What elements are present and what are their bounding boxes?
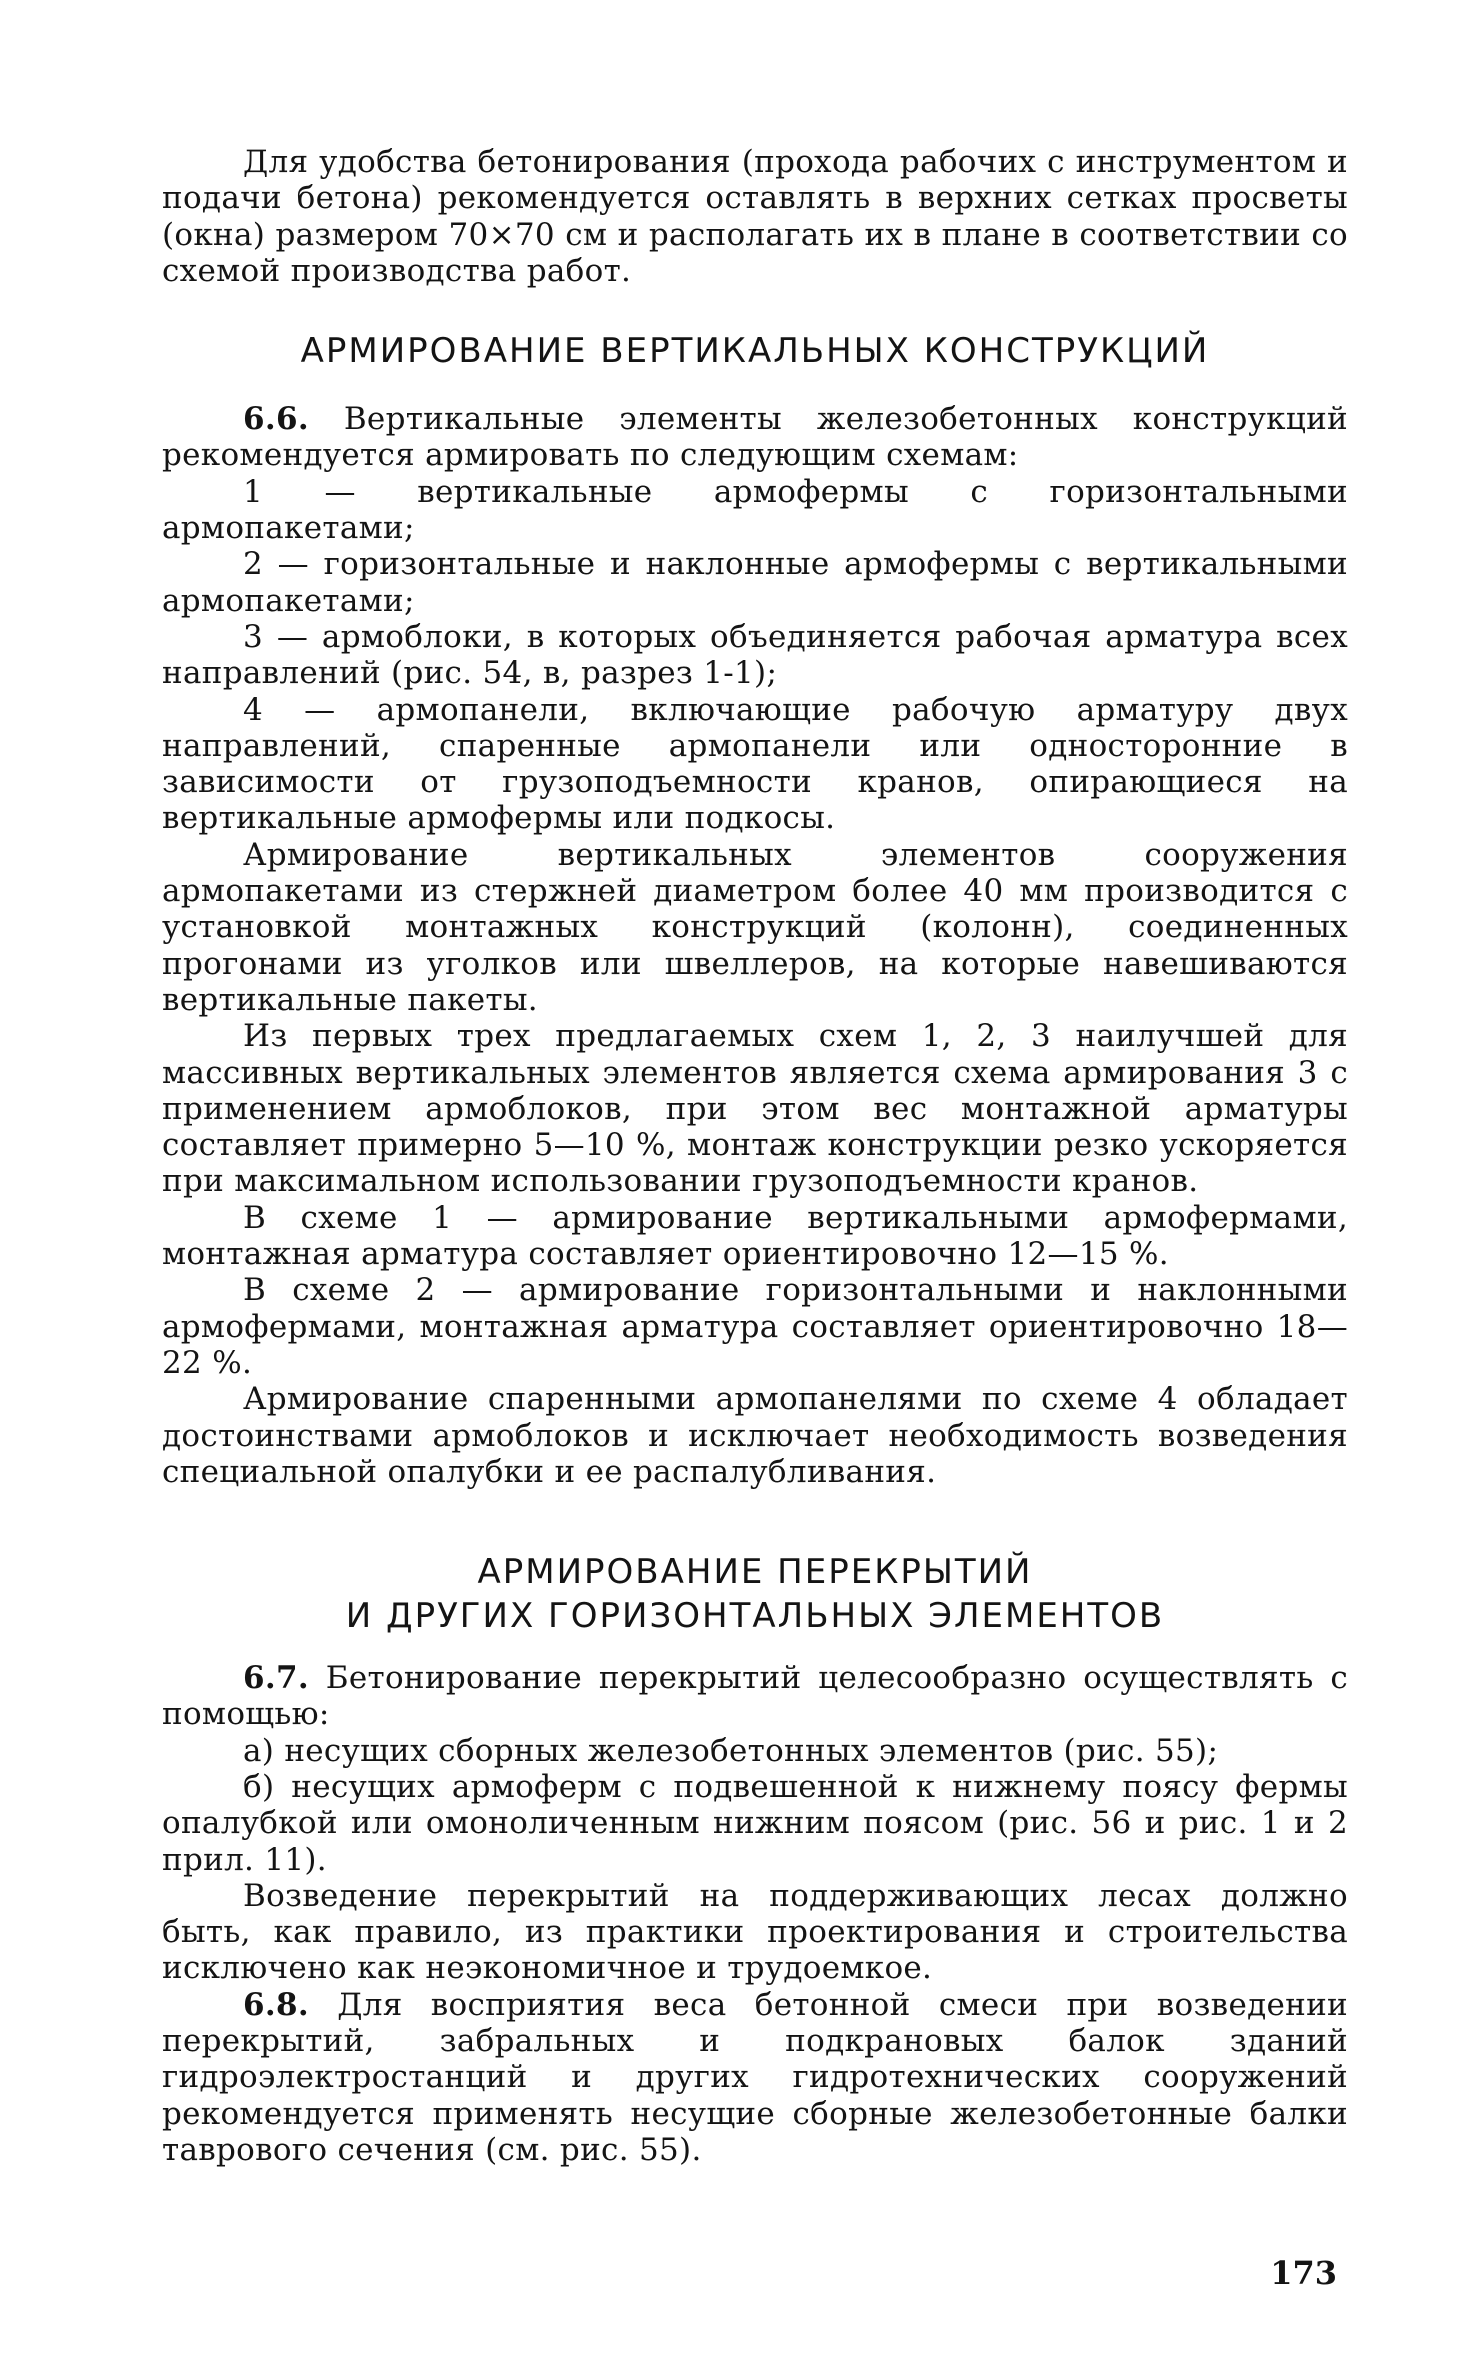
scheme-item-4: 4 — армопанели, включающие рабочую арматуру двух направлений, спаренные армопанели или односторонние в зависимости от грузоподъемности кранов, опирающиеся на вертикальные армофермы или подкосы.: [162, 691, 1348, 837]
paragraph-vertical-elements: Армирование вертикальных элементов сооружения армопакетами из стержней диаметром более 40 мм производится с установкой монтажных конструкций (колонн), соединенных прогонами из уголков или швеллеров, на которые навешиваются вертикальные пакеты.: [162, 836, 1348, 1018]
paragraph-intro: Для удобства бетонирования (прохода рабочих с инструментом и подачи бетона) рекомендуется оставлять в верхних сетках просветы (окна) размером 70×70 см и располагать их в плане в соответствии со схемой производства работ.: [162, 144, 1348, 289]
paragraph-scheme-4: Армирование спаренными армопанелями по схеме 4 обладает достоинствами армоблоков и исключает необходимость возведения специальной опалубки и ее распалубливания.: [162, 1381, 1348, 1490]
heading-line-1: АРМИРОВАНИЕ ПЕРЕКРЫТИЙ: [477, 1552, 1033, 1593]
section-6-6: [162, 401, 1348, 474]
paragraph-scheme-2: В схеме 2 — армирование горизонтальными и наклонными армофермами, монтажная арматура составляет ориентировочно 18—22 %.: [162, 1272, 1348, 1381]
scheme-item-1: 1 — вертикальные армофермы с горизонтальными армопакетами;: [162, 473, 1348, 547]
paragraph-best-scheme: Из первых трех предлагаемых схем 1, 2, 3 наилучшей для массивных вертикальных элементов является схема армирования 3 с применением армоблоков, при этом вес монтажной арматуры составляет примерно 5—10 %, монтаж конструкции резко ускоряется при максимальном использовании грузоподъемности кранов.: [162, 1018, 1348, 1200]
heading-floors-reinforcement: [162, 1550, 1348, 1638]
section-6-7: [162, 1660, 1348, 1733]
paragraph-scaffolding: Возведение перекрытий на поддерживающих лесах должно быть, как правило, из практики проектирования и строительства исключено как неэкономичное и трудоемкое.: [162, 1877, 1348, 1987]
scheme-item-3: 3 — армоблоки, в которых объединяется рабочая арматура всех направлений (рис. 54, в, разрез 1-1);: [162, 618, 1348, 692]
scheme-item-2: 2 — горизонтальные и наклонные армофермы с вертикальными армопакетами;: [162, 546, 1348, 619]
list-item-b: б) несущих армоферм с подвешенной к нижнему поясу фермы опалубкой или омоноличенным нижним поясом (рис. 56 и рис. 1 и 2 прил. 11).: [162, 1768, 1348, 1878]
page-number: 173: [1270, 2254, 1337, 2292]
text-column: [162, 144, 1348, 2168]
section-number: 6.7.: [243, 1660, 309, 1697]
section-text: Вертикальные элементы железобетонных конструкций рекомендуется армировать по следующим схемам:: [162, 401, 1348, 474]
section-text: Для восприятия веса бетонной смеси при возведении перекрытий, забральных и подкрановых балок зданий гидроэлектростанций и других гидротехнических сооружений рекомендуется применять несущие сборные железобетонные балки таврового сечения (см. рис. 55).: [162, 1986, 1349, 2168]
heading-line-2: И ДРУГИХ ГОРИЗОНТАЛЬНЫХ ЭЛЕМЕНТОВ: [345, 1596, 1165, 1637]
list-item-a: а) несущих сборных железобетонных элементов (рис. 55);: [243, 1732, 1219, 1769]
section-number: 6.6.: [243, 401, 309, 438]
section-6-8: [162, 1987, 1348, 2168]
section-number: 6.8.: [243, 1986, 309, 2023]
section-text: Бетонирование перекрытий целесообразно осуществлять с помощью:: [162, 1660, 1348, 1733]
heading-vertical-reinforcement: АРМИРОВАНИЕ ВЕРТИКАЛЬНЫХ КОНСТРУКЦИЙ: [300, 331, 1210, 372]
paragraph-scheme-1: В схеме 1 — армирование вертикальными армофермами, монтажная арматура составляет ориентировочно 12—15 %.: [162, 1199, 1348, 1273]
